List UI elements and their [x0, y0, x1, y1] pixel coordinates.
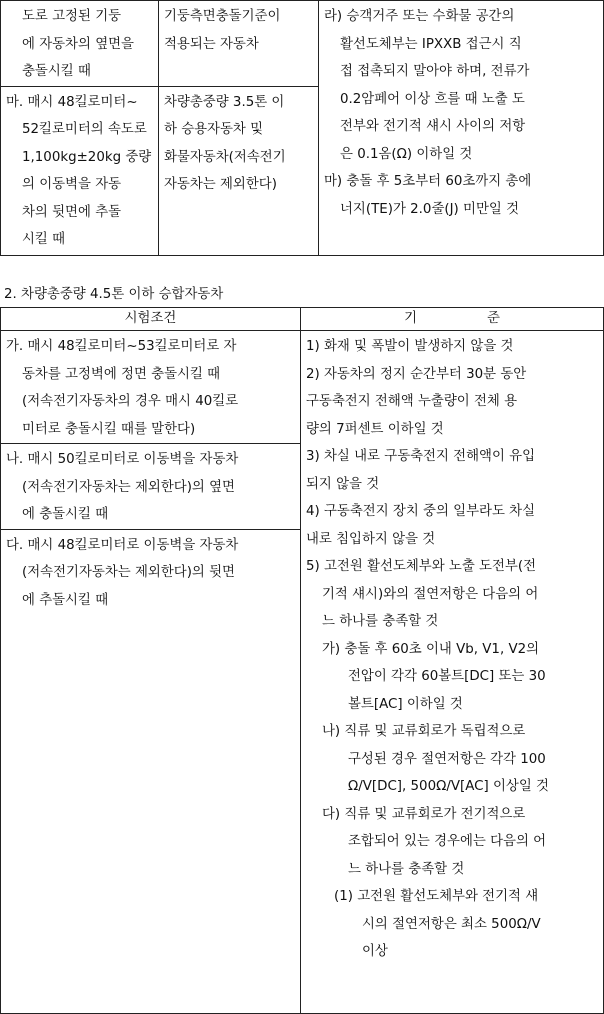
text-line: 기둥측면충돌기준이	[164, 9, 281, 24]
text-line: 나. 매시 50킬로미터로 이동벽을 자동차	[6, 452, 239, 467]
table-row	[1, 1, 604, 87]
text-line: 5) 고전원 활선도체부와 노출 도전부(전	[306, 559, 537, 574]
section-title: 2. 차량총중량 4.5톤 이하 승합자동차	[4, 287, 224, 302]
text-line: 느 하나를 충족할 것	[348, 861, 465, 877]
text-line: 자동차는 제외한다)	[164, 177, 277, 192]
text-line: 접 접촉되지 말아야 하며, 전류가	[340, 64, 530, 79]
cell-test-condition	[1, 444, 301, 530]
text-line: 볼트[AC] 이하일 것	[348, 696, 463, 712]
cell-test-condition	[1, 86, 159, 255]
table-header-row	[1, 308, 604, 331]
text-line: 동차를 고정벽에 정면 충돌시킬 때	[22, 366, 221, 382]
text-line: 가) 충돌 후 60초 이내 Vb, V1, V2의	[322, 641, 540, 657]
cell-criteria	[319, 1, 604, 256]
text-line: 차의 뒷면에 추돌	[22, 204, 122, 220]
text-line: 미터로 충돌시킬 때를 말한다)	[22, 421, 196, 437]
text-line: 나) 직류 및 교류회로가 독립적으로	[322, 724, 526, 739]
text-line: (1) 고전원 활선도체부와 전기적 섀	[334, 889, 539, 904]
text-line: 량의 7퍼센트 이하일 것	[306, 421, 444, 437]
cell-criteria	[301, 331, 604, 1014]
text-line: 하 승용자동차 및	[164, 122, 264, 137]
text-line: 에 충돌시킬 때	[22, 507, 109, 522]
text-line: 기적 섀시)와의 절연저항은 다음의 어	[322, 586, 539, 602]
text-line: 충돌시킬 때	[22, 64, 91, 79]
cell-test-condition	[1, 331, 301, 444]
text-line: Ω/V[DC], 500Ω/V[AC] 이상일 것	[348, 779, 549, 794]
text-line: 다) 직류 및 교류회로가 전기적으로	[322, 806, 526, 822]
text-line: 에 추돌시킬 때	[22, 592, 109, 608]
text-line: 너지(TE)가 2.0줄(J) 미만일 것	[340, 201, 520, 217]
text-line: 시의 절연저항은 최소 500Ω/V	[362, 916, 541, 932]
text-line: 은 0.1옴(Ω) 이하일 것	[340, 146, 473, 162]
text-line: 0.2암페어 이상 흐를 때 노출 도	[340, 91, 525, 107]
text-line: 차량총중량 3.5톤 이	[164, 94, 285, 110]
text-line: 도로 고정된 기둥	[22, 9, 122, 24]
text-line: 활선도체부는 IPXXB 접근시 직	[340, 36, 522, 52]
text-line: 에 자동차의 옆면을	[22, 36, 134, 52]
text-line: 라) 승객거주 또는 수화물 공간의	[324, 9, 515, 24]
text-line: 적용되는 자동차	[164, 36, 259, 52]
cell-applicable-vehicle	[159, 86, 319, 255]
text-line: 2) 자동차의 정지 순간부터 30분 동안	[306, 366, 527, 382]
text-line: 의 이동벽을 자동	[22, 177, 122, 192]
cell-test-condition	[1, 1, 159, 87]
text-line: 내로 침입하지 않을 것	[306, 531, 436, 547]
header-test-condition: 시험조건	[1, 308, 301, 331]
text-line: 이상	[362, 944, 388, 959]
text-line: 조합되어 있는 경우에는 다음의 어	[348, 834, 547, 849]
cell-applicable-vehicle	[159, 1, 319, 87]
table-row	[1, 331, 604, 444]
text-line: 4) 구동축전지 장치 중의 일부라도 차실	[306, 504, 536, 519]
text-line: 구성된 경우 절연저항은 각각 100	[348, 751, 546, 767]
text-line: 마) 충돌 후 5초부터 60초까지 총에	[324, 174, 532, 189]
text-line: 52킬로미터의 속도로	[22, 122, 147, 137]
text-line: 1,100kg±20kg 중량	[22, 149, 152, 165]
text-line: 시킬 때	[22, 232, 66, 247]
text-line: 되지 않을 것	[306, 476, 380, 492]
header-criteria: 기준	[301, 308, 604, 331]
text-line: (저속전기자동차는 제외한다)의 뒷면	[22, 565, 235, 580]
text-line: 전압이 각각 60볼트[DC] 또는 30	[348, 669, 546, 684]
text-line: 1) 화재 및 폭발이 발생하지 않을 것	[306, 339, 514, 354]
text-line: 전부와 전기적 섀시 사이의 저항	[340, 119, 526, 134]
text-line: 3) 차실 내로 구동축전지 전해액이 유입	[306, 449, 536, 464]
bottom-table	[0, 307, 604, 1014]
top-table	[0, 0, 604, 256]
text-line: 다. 매시 48킬로미터로 이동벽을 자동차	[6, 537, 239, 553]
text-line: (저속전기자동차는 제외한다)의 옆면	[22, 479, 235, 495]
text-line: 가. 매시 48킬로미터~53킬로미터로 자	[6, 339, 237, 354]
text-line: 느 하나를 충족할 것	[322, 614, 439, 629]
text-line: 마. 매시 48킬로미터~	[6, 94, 138, 110]
text-line: 화물자동차(저속전기	[164, 149, 286, 165]
cell-test-condition	[1, 529, 301, 1013]
text-line: (저속전기자동차의 경우 매시 40킬로	[22, 394, 239, 409]
text-line: 구동축전지 전해액 누출량이 전체 용	[306, 394, 518, 409]
